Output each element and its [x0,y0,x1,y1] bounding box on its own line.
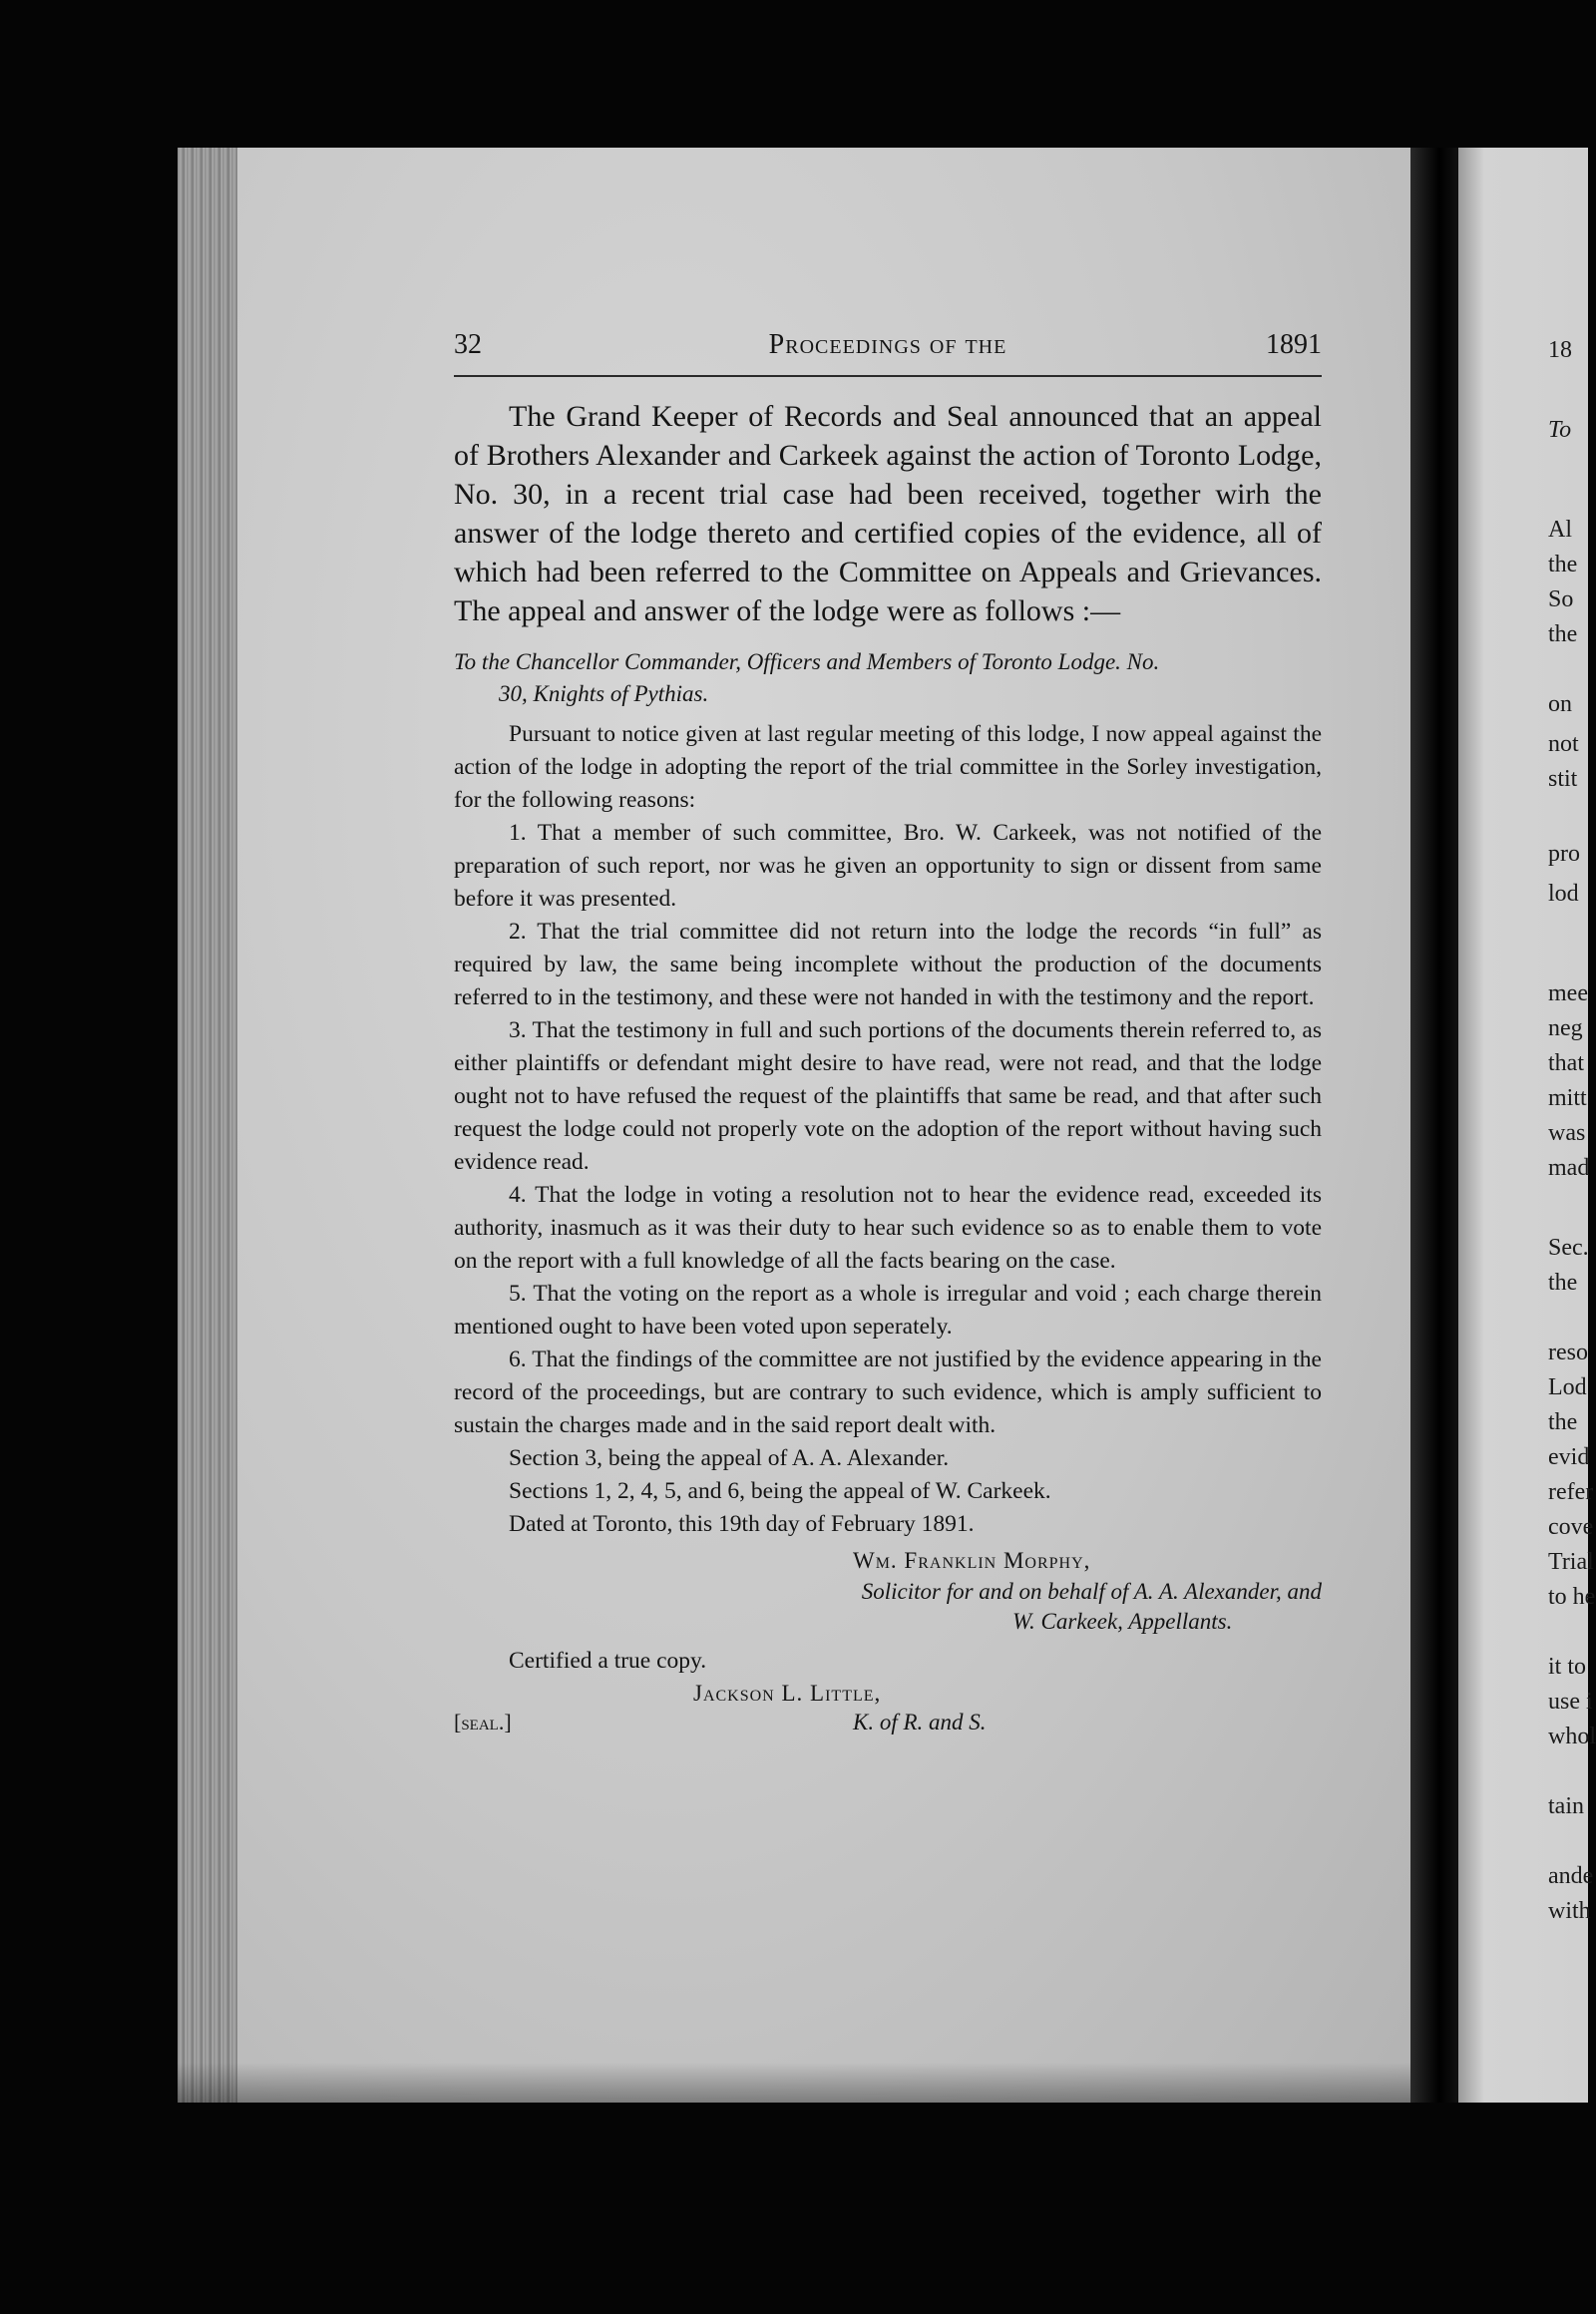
seal-row [454,1710,1322,1741]
solicitor-name: Wm. Franklin Morphy, [853,1548,1091,1573]
adjacent-page-fragment: with [1548,1898,1591,1924]
date-line: Dated at Toronto, this 19th day of February 1891. [509,1511,975,1537]
adjacent-page-fragment: it to [1548,1654,1587,1680]
adjacent-page-fragment: ande [1548,1863,1594,1889]
solicitor-role-line-2: W. Carkeek, Appellants. [1012,1609,1233,1634]
adjacent-page-fragment: evid [1548,1444,1590,1470]
adjacent-page-fragment: to he [1548,1584,1596,1610]
adjacent-page-fragment: Al [1548,517,1572,543]
adjacent-page-fragment: use i [1548,1689,1593,1715]
certification-line: Certified a true copy. [509,1648,707,1674]
adjacent-page-fragment: mee [1548,980,1588,1006]
adjacent-page [1458,148,1596,2103]
intro-paragraph: Pursuant to notice given at last regular meeting of this lodge, I now appeal against the action of the lodge in adopting the report of the trial committee in the Sorley investigation, for the following reasons: [454,721,1322,813]
book-gutter [1410,148,1458,2103]
page-binding-edge [178,148,237,2103]
reason-paragraph: 2. That the trial committee did not return into the lodge the records “in full” as required by law, the same being incomplete without the production of the documents referred to in the testimony, and these were not handed in with the testimony and the report. [454,919,1322,1010]
page-number: 32 [454,329,482,360]
keeper-name: Jackson L. Little, [693,1681,882,1706]
adjacent-page-fragment: tain [1548,1793,1584,1819]
reason-paragraph: 5. That the voting on the report as a whole is irregular and void ; each charge therein mentioned ought to have been voted upon seperately. [454,1281,1322,1340]
header-year: 1891 [1266,329,1322,360]
addressee-line-1: To the Chancellor Commander, Officers and Members of Toronto Lodge. No. [454,649,1160,674]
adjacent-page-fragment: Trial [1548,1549,1594,1575]
lead-paragraph: The Grand Keeper of Records and Seal announced that an appeal of Brothers Alexander and Carkeek against the action of Toronto Lodge, No. 30, in a recent trial case had been received, together wirh the answer of the lodge thereto and certified copies of the evidence, all of which had been referred to the Committee on Appeals and Grievances. The appeal and answer of the lodge were as follows :— [454,400,1322,627]
solicitor-role-line-1: Solicitor for and on behalf of A. A. Alexander, and [861,1579,1322,1604]
adjacent-page-fragment: cove [1548,1514,1594,1540]
adjacent-page-fragment: neg [1548,1015,1583,1041]
adjacent-page-fragment: pro [1548,841,1580,867]
section-line: Sections 1, 2, 4, 5, and 6, being the appeal of W. Carkeek. [509,1478,1051,1504]
adjacent-page-fragment: reso [1548,1340,1588,1365]
page-content [454,329,1322,1741]
reason-paragraph: 4. That the lodge in voting a resolution not to hear the evidence read, exceeded its authority, inasmuch as it was their duty to hear such evidence so as to enable them to vote on the report with a full knowledge of all the facts bearing on the case. [454,1182,1322,1274]
adjacent-page-fragment: not [1548,731,1579,757]
running-title: Proceedings of the [768,329,1007,360]
addressee [454,646,1322,710]
running-head [454,329,1322,371]
reason-paragraph: 3. That the testimony in full and such portions of the documents therein referred to, as either plaintiffs or defendant might desire to have read, were not read, and that the lodge ought not to have refused the request of the plaintiffs that same be read, and that after such request the lodge could not properly vote on the adoption of the report without having such evidence read. [454,1017,1322,1175]
section-line: Section 3, being the appeal of A. A. Alexander. [509,1445,950,1471]
adjacent-page-fragment: Lod [1548,1374,1587,1400]
adjacent-page-fragment: stit [1548,766,1578,792]
addressee-line-2: 30, Knights of Pythias. [499,681,709,706]
seal-label: [seal.] [454,1710,512,1735]
adjacent-page-fragment: To [1548,417,1572,443]
adjacent-page-fragment: So [1548,586,1574,612]
page-bottom-shadow [178,2063,1410,2103]
adjacent-page-fragment: the [1548,1270,1578,1296]
adjacent-page-fragment: on [1548,691,1572,717]
adjacent-page-fragment: was [1548,1120,1586,1146]
adjacent-page-fragment: the [1548,621,1578,647]
adjacent-page-fragment: the [1548,1409,1578,1435]
adjacent-page-fragment: whol [1548,1724,1596,1749]
adjacent-page-fragment: the [1548,552,1578,578]
header-rule [454,375,1322,377]
reason-paragraph: 1. That a member of such committee, Bro. W. Carkeek, was not notified of the preparation of such report, nor was he given an opportunity to sign or dissent from same before it was presented. [454,820,1322,912]
keeper-title: K. of R. and S. [853,1710,987,1735]
adjacent-page-fragment: mitt [1548,1085,1587,1111]
adjacent-page-fragment: 18 [1548,337,1572,363]
adjacent-page-fragment: that [1548,1050,1584,1076]
adjacent-page-fragment: refer [1548,1479,1594,1505]
adjacent-page-fragment: lod [1548,881,1579,907]
adjacent-page-fragment: mad [1548,1155,1590,1181]
adjacent-page-fragment: Sec. [1548,1235,1589,1261]
reason-paragraph: 6. That the findings of the committee are not justified by the evidence appearing in the record of the proceedings, but are contrary to such evidence, which is amply sufficient to sustain the charges made and in the said report dealt with. [454,1347,1322,1438]
